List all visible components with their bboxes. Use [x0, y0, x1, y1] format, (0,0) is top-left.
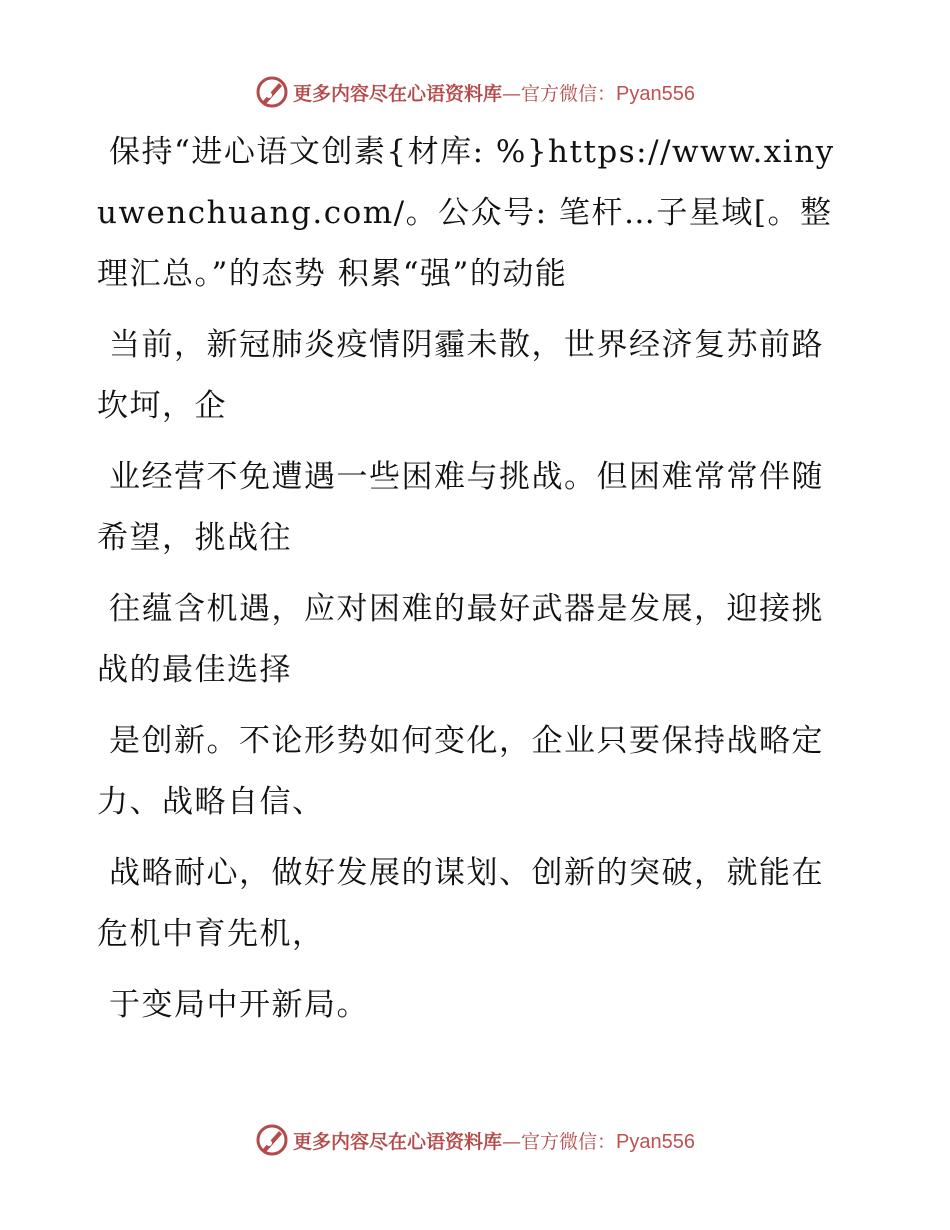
watermark-sub-text: 官方微信：	[521, 1130, 617, 1153]
watermark-id: Pyan556	[616, 1130, 695, 1153]
watermark-separator: —	[502, 82, 522, 105]
pen-logo-icon	[255, 1123, 289, 1157]
paragraph-2: 当前，新冠肺炎疫情阴霾未散，世界经济复苏前路坎坷，企	[97, 327, 824, 424]
pen-logo-icon	[255, 75, 289, 109]
paragraph-5: 是创新。不论形势如何变化，企业只要保持战略定力、战略自信、	[97, 723, 824, 820]
paragraph-6: 战略耐心，做好发展的谋划、创新的突破，就能在危机中育先机，	[97, 855, 824, 952]
header-watermark	[0, 72, 950, 112]
watermark-id: Pyan556	[616, 82, 695, 105]
paragraph-4: 往蕴含机遇，应对困难的最好武器是发展，迎接挑战的最佳选择	[97, 591, 824, 688]
paragraph-3: 业经营不免遭遇一些困难与挑战。但困难常常伴随希望，挑战往	[97, 459, 824, 556]
paragraph-7: 于变局中开新局。	[109, 987, 369, 1023]
watermark-separator: —	[502, 1130, 522, 1153]
watermark-main-text: 更多内容尽在心语资料库	[293, 82, 503, 105]
footer-watermark	[0, 1120, 950, 1160]
document-body	[97, 122, 837, 1046]
watermark-sub-text: 官方微信：	[521, 82, 617, 105]
watermark-main-text: 更多内容尽在心语资料库	[293, 1130, 503, 1153]
paragraph-1: 保持“进心语文创素{材库: %}https://www.xinyuwenchuang.com/。公众号: 笔杆…子星域[。整理汇总。”的态势 积累“强”的动能	[97, 134, 835, 292]
